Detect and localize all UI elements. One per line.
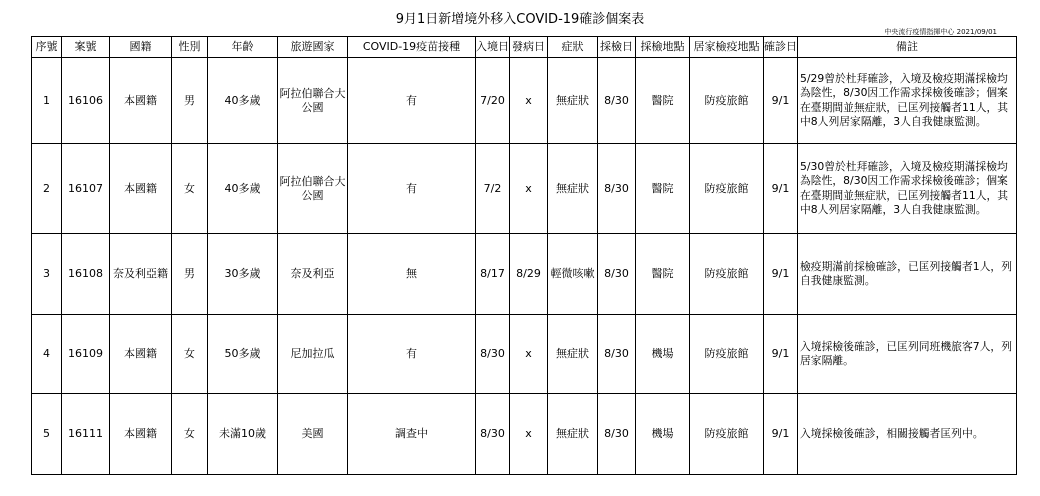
header-case: 案號 (62, 37, 110, 58)
cell-quarantine: 防疫旅館 (690, 315, 764, 394)
cell-vaccine: 調查中 (348, 394, 476, 475)
cell-quarantine: 防疫旅館 (690, 144, 764, 234)
cell-note: 5/29曾於杜拜確診，入境及檢疫期滿採檢均為陰性，8/30因工作需求採檢後確診；個案在臺期間並無症狀，已匡列接觸者11人，其中8人列居家隔離，3人自我健康監測。 (798, 58, 1017, 144)
cell-sex: 女 (172, 144, 208, 234)
cell-onset: x (510, 315, 548, 394)
cell-sample-date: 8/30 (598, 144, 636, 234)
header-age: 年齡 (208, 37, 278, 58)
cell-entry: 7/20 (476, 58, 510, 144)
cell-sample-site: 機場 (636, 394, 690, 475)
cell-onset: x (510, 144, 548, 234)
header-row (32, 37, 1017, 58)
cell-case: 16108 (62, 234, 110, 315)
cell-country: 尼加拉瓜 (278, 315, 348, 394)
header-entry: 入境日 (476, 37, 510, 58)
cell-country: 阿拉伯聯合大公國 (278, 144, 348, 234)
header-onset: 發病日 (510, 37, 548, 58)
cell-entry: 8/17 (476, 234, 510, 315)
cell-sample-date: 8/30 (598, 315, 636, 394)
cell-seq: 1 (32, 58, 62, 144)
cell-confirm: 9/1 (764, 234, 798, 315)
cell-nationality: 本國籍 (110, 58, 172, 144)
cell-seq: 5 (32, 394, 62, 475)
cell-entry: 8/30 (476, 394, 510, 475)
cell-sample-site: 醫院 (636, 234, 690, 315)
cell-sex: 男 (172, 234, 208, 315)
cell-symptom: 無症狀 (548, 144, 598, 234)
cell-symptom: 無症狀 (548, 394, 598, 475)
cell-vaccine: 有 (348, 144, 476, 234)
cell-sex: 女 (172, 394, 208, 475)
cell-age: 30多歲 (208, 234, 278, 315)
cell-sample-site: 機場 (636, 315, 690, 394)
cell-quarantine: 防疫旅館 (690, 394, 764, 475)
cell-country: 阿拉伯聯合大公國 (278, 58, 348, 144)
cell-case: 16106 (62, 58, 110, 144)
cell-vaccine: 有 (348, 58, 476, 144)
cell-confirm: 9/1 (764, 144, 798, 234)
cell-sex: 女 (172, 315, 208, 394)
cell-vaccine: 有 (348, 315, 476, 394)
cell-seq: 4 (32, 315, 62, 394)
cell-note: 入境採檢後確診，相關接觸者匡列中。 (798, 394, 1017, 475)
header-symptom: 症狀 (548, 37, 598, 58)
cell-entry: 7/2 (476, 144, 510, 234)
table-row (32, 58, 1017, 144)
header-vaccine: COVID-19疫苗接種 (348, 37, 476, 58)
cell-age: 50多歲 (208, 315, 278, 394)
cell-nationality: 本國籍 (110, 144, 172, 234)
cell-sex: 男 (172, 58, 208, 144)
cell-nationality: 本國籍 (110, 394, 172, 475)
source-caption: 中央流行疫情指揮中心 2021/09/01 (884, 28, 997, 36)
cell-sample-date: 8/30 (598, 234, 636, 315)
case-table (31, 36, 1017, 475)
cell-sample-site: 醫院 (636, 144, 690, 234)
cell-confirm: 9/1 (764, 394, 798, 475)
cell-sample-site: 醫院 (636, 58, 690, 144)
cell-case: 16107 (62, 144, 110, 234)
cell-confirm: 9/1 (764, 315, 798, 394)
table-row (32, 144, 1017, 234)
table-row (32, 394, 1017, 475)
cell-quarantine: 防疫旅館 (690, 234, 764, 315)
cell-onset: x (510, 394, 548, 475)
cell-age: 40多歲 (208, 58, 278, 144)
cell-symptom: 無症狀 (548, 315, 598, 394)
cell-confirm: 9/1 (764, 58, 798, 144)
cell-age: 未滿10歲 (208, 394, 278, 475)
header-confirm: 確診日 (764, 37, 798, 58)
cell-note: 5/30曾於杜拜確診，入境及檢疫期滿採檢均為陰性，8/30因工作需求採檢後確診；個案在臺期間並無症狀，已匡列接觸者11人，其中8人列居家隔離，3人自我健康監測。 (798, 144, 1017, 234)
cell-onset: 8/29 (510, 234, 548, 315)
cell-quarantine: 防疫旅館 (690, 58, 764, 144)
cell-entry: 8/30 (476, 315, 510, 394)
header-sex: 性別 (172, 37, 208, 58)
header-nationality: 國籍 (110, 37, 172, 58)
document-title: 9月1日新增境外移入COVID-19確診個案表 (395, 12, 645, 27)
table-row (32, 234, 1017, 315)
cell-nationality: 本國籍 (110, 315, 172, 394)
cell-seq: 3 (32, 234, 62, 315)
header-country: 旅遊國家 (278, 37, 348, 58)
cell-sample-date: 8/30 (598, 58, 636, 144)
cell-sample-date: 8/30 (598, 394, 636, 475)
header-seq: 序號 (32, 37, 62, 58)
cell-note: 檢疫期滿前採檢確診，已匡列接觸者1人，列自我健康監測。 (798, 234, 1017, 315)
cell-vaccine: 無 (348, 234, 476, 315)
cell-nationality: 奈及利亞籍 (110, 234, 172, 315)
cell-seq: 2 (32, 144, 62, 234)
header-sample-date: 採檢日 (598, 37, 636, 58)
cell-note: 入境採檢後確診，已匡列同班機旅客7人，列居家隔離。 (798, 315, 1017, 394)
cell-country: 奈及利亞 (278, 234, 348, 315)
header-quarantine: 居家檢疫地點 (690, 37, 764, 58)
table-row (32, 315, 1017, 394)
header-note: 備註 (798, 37, 1017, 58)
cell-symptom: 輕微咳嗽 (548, 234, 598, 315)
cell-country: 美國 (278, 394, 348, 475)
cell-case: 16111 (62, 394, 110, 475)
header-sample-site: 採檢地點 (636, 37, 690, 58)
cell-onset: x (510, 58, 548, 144)
cell-case: 16109 (62, 315, 110, 394)
cell-age: 40多歲 (208, 144, 278, 234)
cell-symptom: 無症狀 (548, 58, 598, 144)
